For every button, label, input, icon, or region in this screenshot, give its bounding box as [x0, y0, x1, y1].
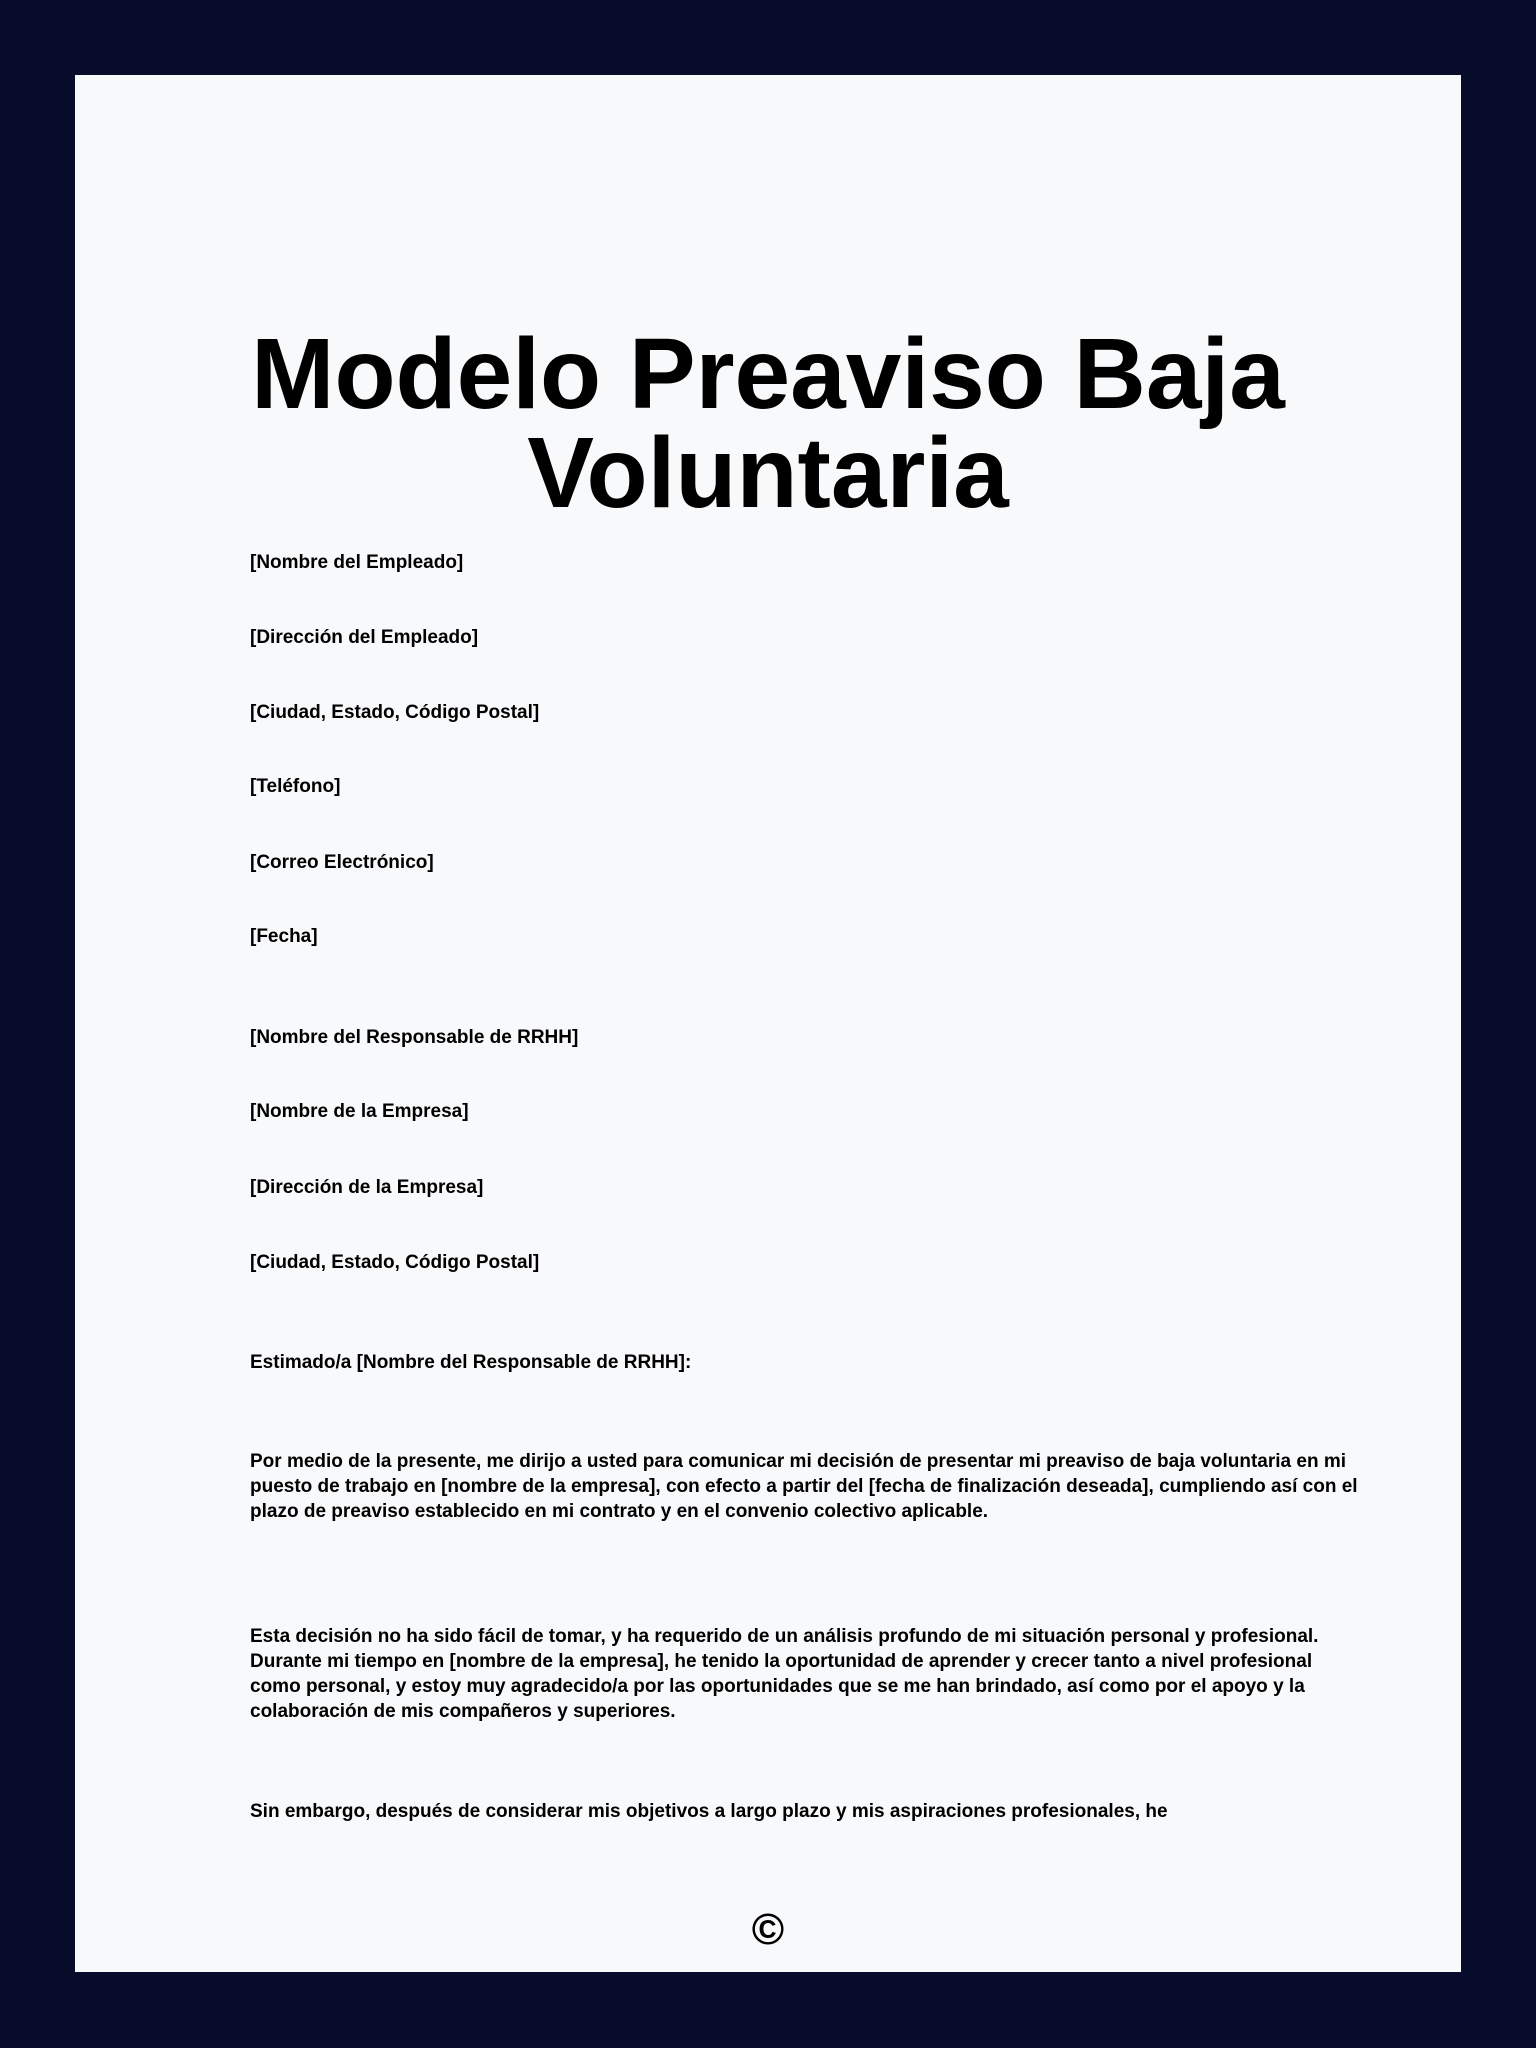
- sender-phone: [Teléfono]: [250, 776, 341, 797]
- copyright-icon: ©: [751, 1905, 785, 1954]
- sender-email: [Correo Electrónico]: [250, 852, 434, 873]
- recipient-city: [Ciudad, Estado, Código Postal]: [250, 1252, 540, 1273]
- paragraph-2: Esta decisión no ha sido fácil de tomar, y ha requerido de un análisis profundo de mi situación personal y profesional. Durante mi tiempo en [nombre de la empresa], he tenido la oportunidad de aprender y crecer tanto a nivel profesional como personal, y estoy muy agradecido/a por las oportunidades que se me han brindado, así como por el apoyo y la colaboración de mis compañeros y superiores.: [250, 1626, 1319, 1722]
- paragraph-3: Sin embargo, después de considerar mis objetivos a largo plazo y mis aspiraciones profesionales, he: [250, 1801, 1168, 1822]
- recipient-address: [Dirección de la Empresa]: [250, 1177, 484, 1198]
- sender-city: [Ciudad, Estado, Código Postal]: [250, 702, 540, 723]
- letter-date: [Fecha]: [250, 926, 318, 947]
- document-page: [75, 75, 1461, 1972]
- recipient-name: [Nombre del Responsable de RRHH]: [250, 1027, 579, 1048]
- paragraph-1: Por medio de la presente, me dirijo a usted para comunicar mi decisión de presentar mi preaviso de baja voluntaria en mi puesto de trabajo en [nombre de la empresa], con efecto a partir del [fecha de finalización deseada], cumpliendo así con el plazo de preaviso establecido en mi contrato y en el convenio colectivo aplicable.: [250, 1451, 1358, 1522]
- sender-name: [Nombre del Empleado]: [250, 552, 464, 573]
- greeting: Estimado/a [Nombre del Responsable de RRHH]:: [250, 1352, 692, 1373]
- document-title: Modelo Preaviso Baja Voluntaria: [251, 318, 1285, 529]
- sender-address: [Dirección del Empleado]: [250, 627, 479, 648]
- recipient-company: [Nombre de la Empresa]: [250, 1101, 469, 1122]
